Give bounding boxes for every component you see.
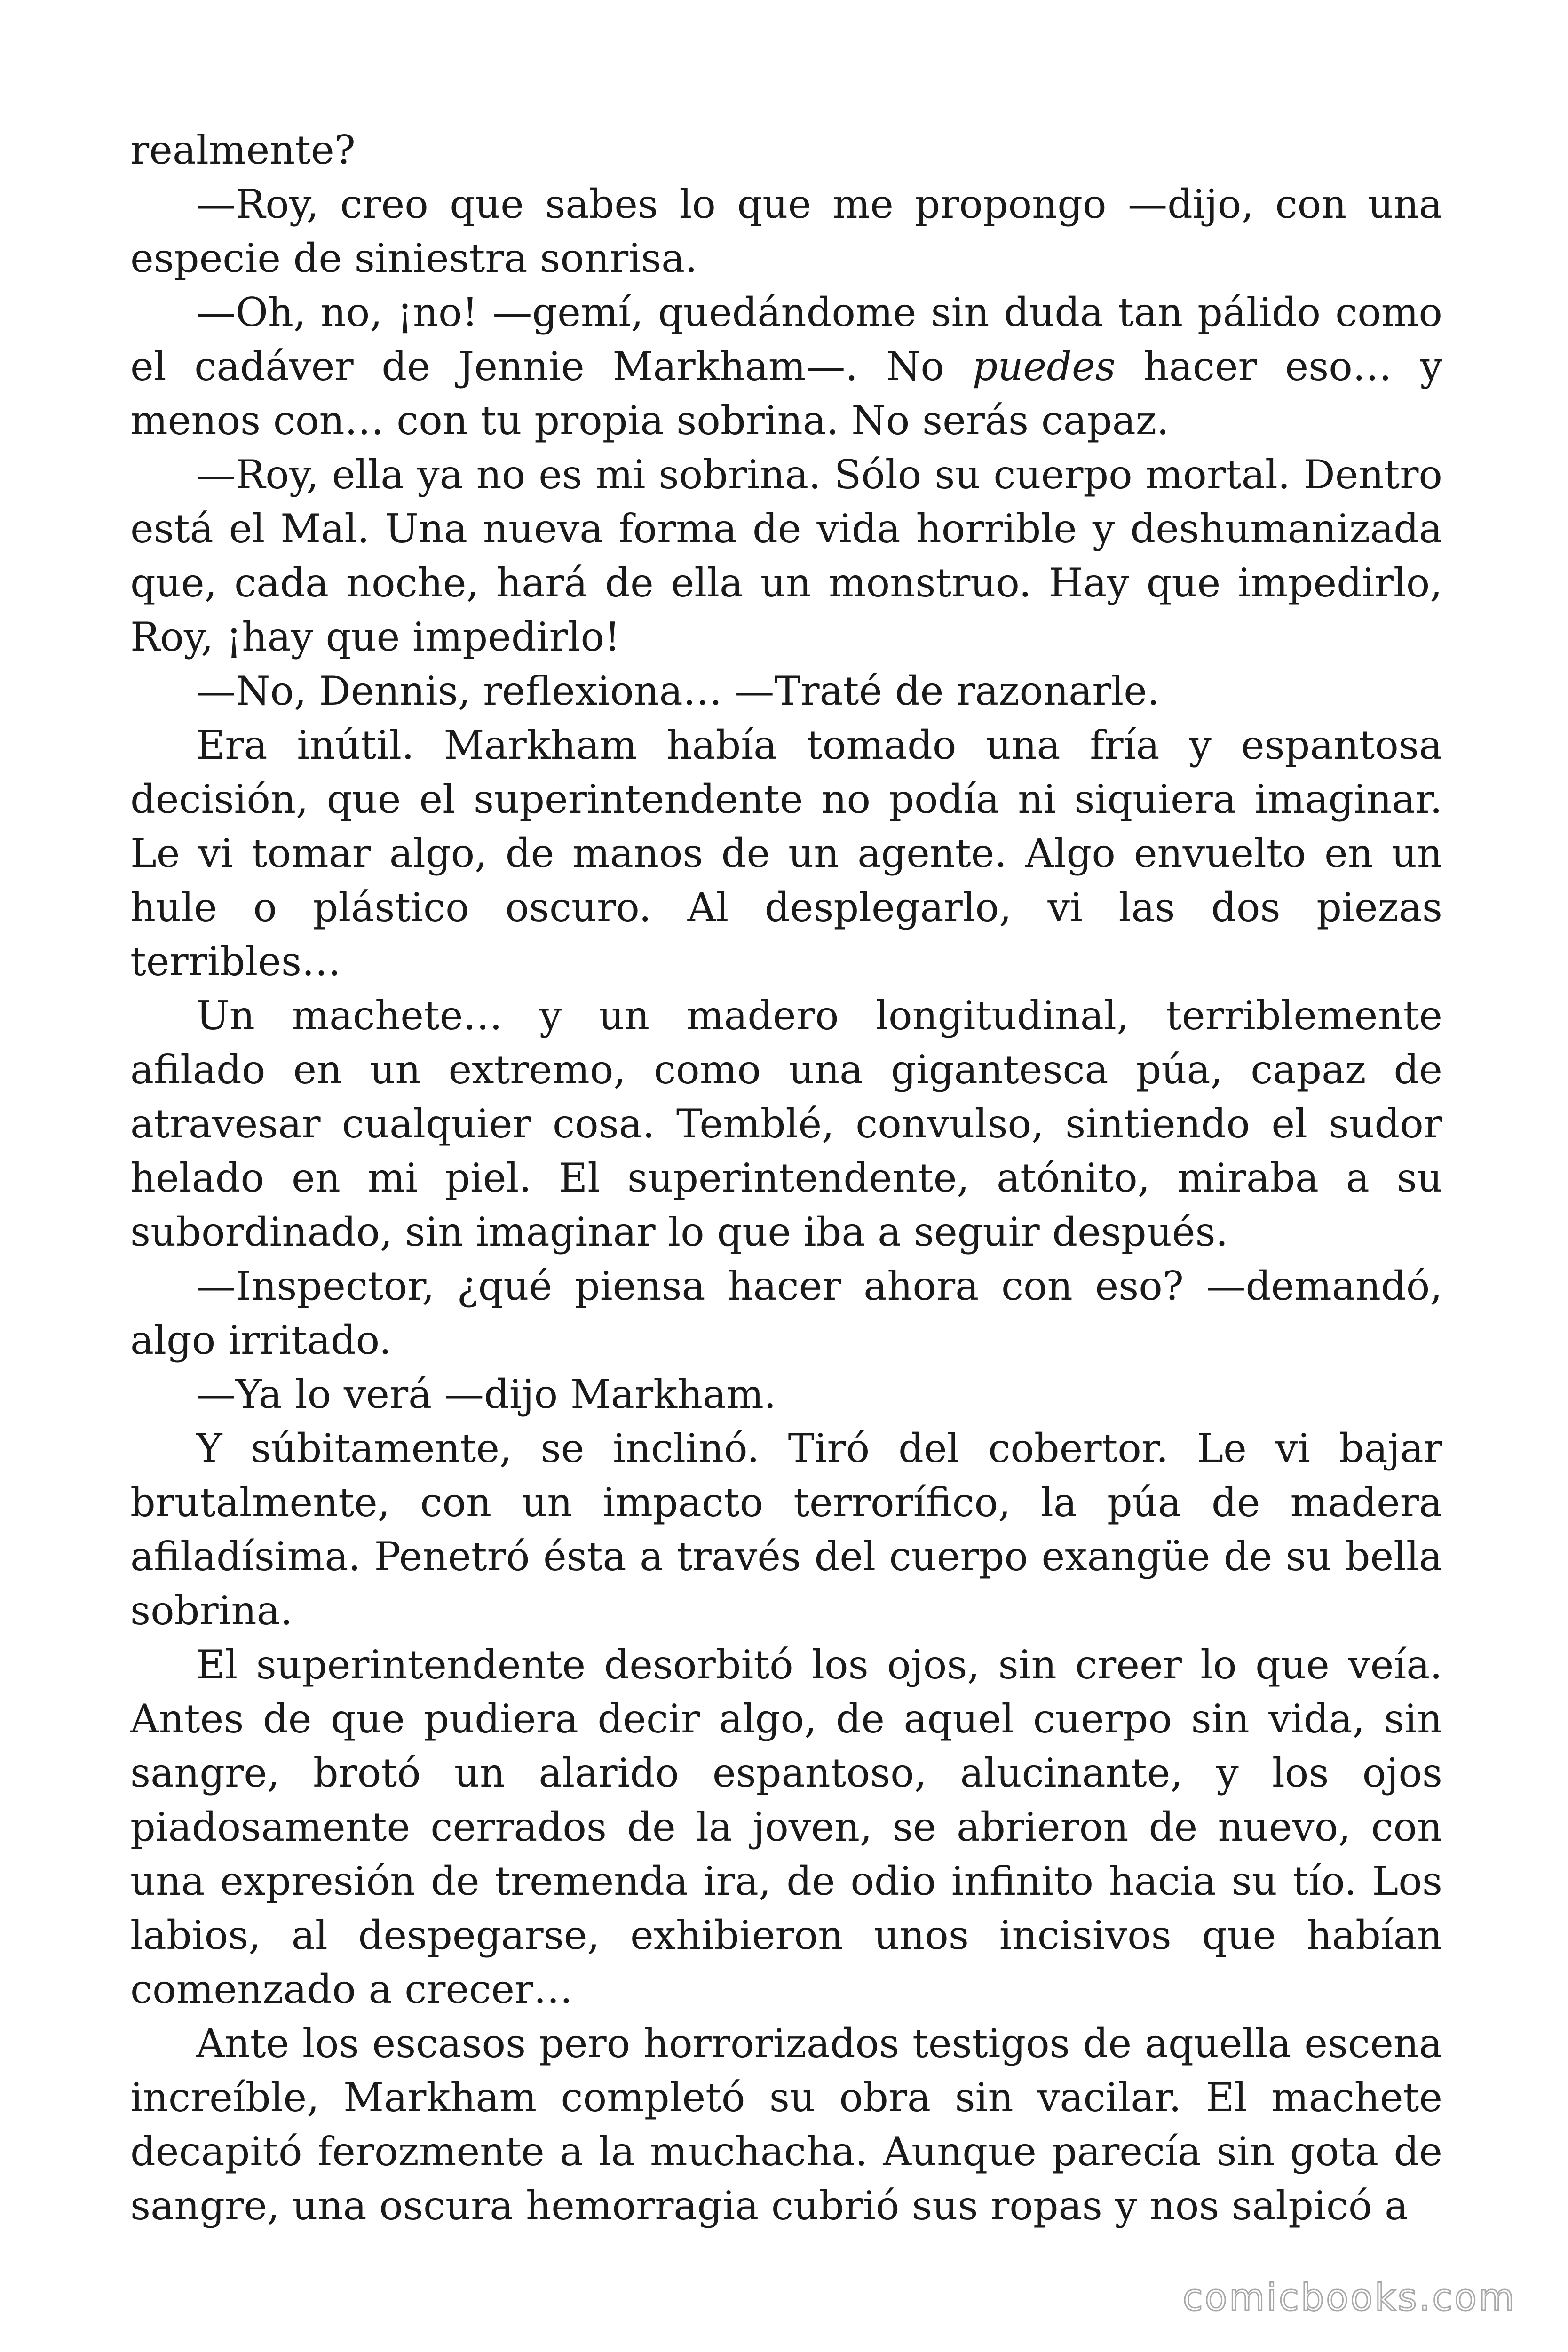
paragraph-text: Ante los escasos pero horrorizados testigos de aquella escena increíble, Markham completó su obra sin vacilar. El machete decapitó ferozmente a la muchacha. Aunque parecía sin gota de sangre, una oscura hemorragia cubrió sus ropas y nos salpicó a	[130, 2020, 1442, 2229]
paragraph	[130, 448, 1442, 664]
paragraph-text: Era inútil. Markham había tomado una fría y espantosa decisión, que el superintendente no podía ni siquiera imaginar. Le vi tomar algo, de manos de un agente. Algo envuelto en un hule o plástico oscuro. Al desplegarlo, vi las dos piezas terribles…	[130, 722, 1442, 985]
paragraph	[130, 123, 1442, 177]
paragraph	[130, 989, 1442, 1259]
paragraph-text: —Roy, creo que sabes lo que me propongo —dijo, con una especie de siniestra sonrisa.	[130, 181, 1442, 281]
paragraph-text: —No, Dennis, reflexiona… —Traté de razonarle.	[196, 668, 1160, 714]
watermark: comicbooks.com	[1182, 2277, 1516, 2319]
paragraph-text: Y súbitamente, se inclinó. Tiró del cobertor. Le vi bajar brutalmente, con un impacto terrorífico, la púa de madera afiladísima. Penetró ésta a través del cuerpo exangüe de su bella sobrina.	[130, 1425, 1442, 1634]
paragraph	[130, 664, 1442, 718]
paragraph-text: —Ya lo verá —dijo Markham.	[196, 1371, 776, 1417]
paragraph	[130, 1422, 1442, 1638]
emphasized-word: puedes	[972, 343, 1116, 389]
paragraph-text: —Roy, ella ya no es mi sobrina. Sólo su cuerpo mortal. Dentro está el Mal. Una nueva forma de vida horrible y deshumanizada que, cada noche, hará de ella un monstruo. Hay que impedirlo, Roy, ¡hay que impedirlo!	[130, 452, 1442, 660]
paragraph-text: realmente?	[130, 127, 356, 173]
body-text	[130, 123, 1442, 2233]
paragraph-text: —Inspector, ¿qué piensa hacer ahora con eso? —demandó, algo irritado.	[130, 1263, 1442, 1363]
paragraph	[130, 718, 1442, 989]
paragraph-text: El superintendente desorbitó los ojos, sin creer lo que veía. Antes de que pudiera decir algo, de aquel cuerpo sin vida, sin sangre, brotó un alarido espantoso, alucinante, y los ojos piadosamente cerrados de la joven, se abrieron de nuevo, con una expresión de tremenda ira, de odio infinito hacia su tío. Los labios, al despegarse, exhibieron unos incisivos que habían comenzado a crecer…	[130, 1642, 1442, 2012]
paragraph	[130, 1638, 1442, 2017]
paragraph	[130, 1259, 1442, 1367]
paragraph	[130, 286, 1442, 448]
paragraph-text: —Oh, no, ¡no! —gemí, quedándome sin duda tan pálido como el cadáver de Jennie Markham—. No	[130, 289, 1442, 389]
paragraph-text: hacer eso… y menos con… con tu propia sobrina. No serás capaz.	[130, 343, 1442, 444]
paragraph-text: Un machete… y un madero longitudinal, terriblemente afilado en un extremo, como una gigantesca púa, capaz de atravesar cualquier cosa. Temblé, convulso, sintiendo el sudor helado en mi piel. El superintendente, atónito, miraba a su subordinado, sin imaginar lo que iba a seguir después.	[130, 993, 1442, 1255]
paragraph	[130, 177, 1442, 286]
paragraph	[130, 1367, 1442, 1422]
paragraph	[130, 2017, 1442, 2233]
